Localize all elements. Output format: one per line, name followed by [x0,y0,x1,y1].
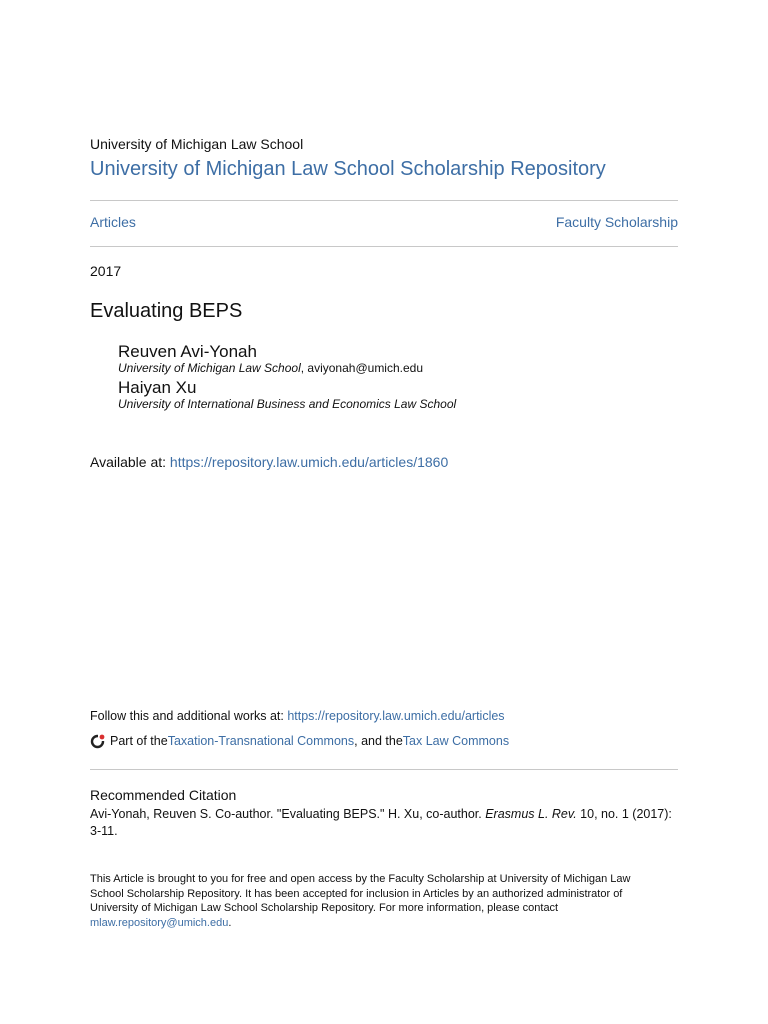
author-name: Haiyan Xu [118,378,197,397]
nav-divider [90,246,678,247]
follow-works [90,709,505,723]
access-notice: This Article is brought to you for free and open access by the Faculty Scholarship at University of Michigan Law School Scholarship Repository. It has been accepted for inclusion in Articles by an authorized administrator of University of Michigan Law School Scholarship Repository. For more information, please contact mlaw.repository@umich.edu. [90,873,631,929]
journal-name: Erasmus L. Rev. [485,807,577,821]
repository-link[interactable]: University of Michigan Law School Scholarship Repository [90,158,606,180]
publication-year: 2017 [90,263,122,279]
part-of-prefix: Part of the [110,734,168,748]
author-name: Reuven Avi-Yonah [118,342,257,361]
taxation-transnational-commons-link[interactable]: Taxation-Transnational Commons [167,734,355,748]
available-label: Available at: [90,454,170,470]
faculty-scholarship-link[interactable]: Faculty Scholarship [555,214,678,230]
article-title: Evaluating BEPS [90,300,243,322]
part-of-middle: , and the [354,734,403,748]
author-affiliation: University of Michigan Law School, aviyonah@umich.edu [118,361,424,375]
digital-commons-network-icon [90,733,106,749]
recommended-citation-heading: Recommended Citation [90,787,237,803]
article-url-link[interactable]: https://repository.law.umich.edu/articles/1860 [169,454,449,470]
articles-link[interactable]: Articles [90,214,136,230]
contact-email-link[interactable]: mlaw.repository@umich.edu [90,916,229,929]
follow-label: Follow this and additional works at: [90,709,288,723]
tax-law-commons-link[interactable]: Tax Law Commons [402,734,510,748]
cover-page [90,0,678,1024]
author-email: aviyonah@umich.edu [307,361,424,375]
available-at [90,454,448,470]
institution-name: University of Michigan Law School [90,136,304,152]
collection-nav [90,214,678,230]
author-list [118,342,456,412]
author-affiliation: University of International Business and Economics Law School [118,397,457,411]
top-divider [90,200,678,201]
citation-divider [90,769,678,770]
author-item [118,342,456,376]
follow-url-link[interactable]: https://repository.law.umich.edu/articles [287,709,505,723]
author-item [118,378,456,412]
citation-text: Avi-Yonah, Reuven S. Co-author. "Evaluating BEPS." H. Xu, co-author. Erasmus L. Rev. 10, no. 1 (2017): 3-11. [90,807,672,838]
part-of-commons [90,733,509,749]
